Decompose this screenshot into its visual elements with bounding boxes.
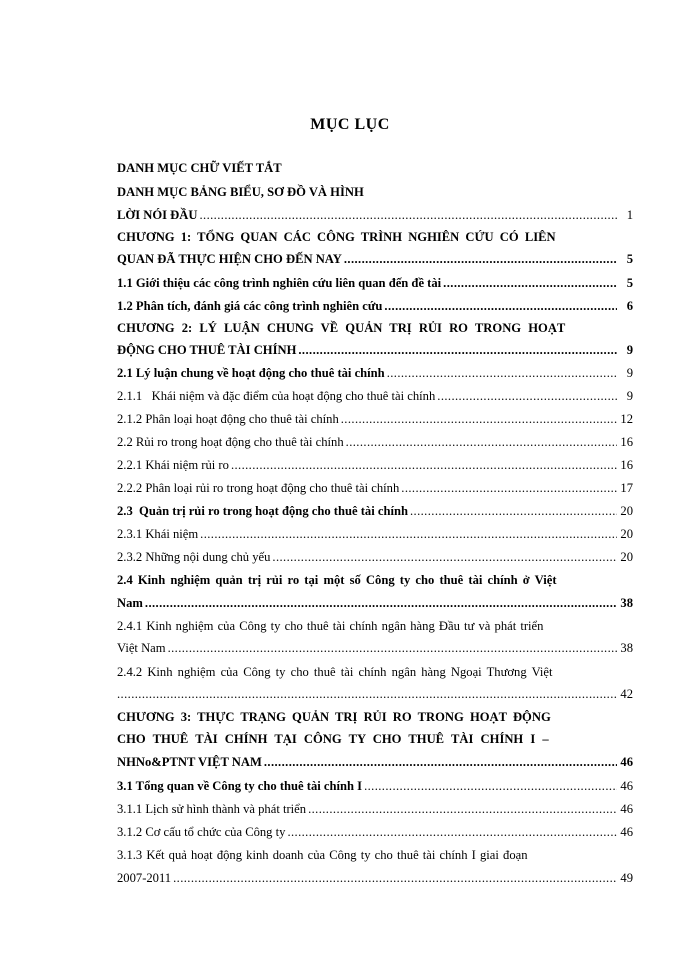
toc-page-number: 9: [626, 366, 633, 380]
toc-leader-dots: [341, 411, 617, 427]
toc-leader-dots: [200, 526, 617, 542]
toc-entry-chapter-3-line-2[interactable]: [117, 731, 633, 747]
toc-entry-2-4-1-line-2[interactable]: [117, 640, 633, 656]
toc-page-number: 38: [620, 641, 633, 655]
toc-entry-text: 3.1.2 Cơ cấu tổ chức của Công ty: [117, 825, 286, 839]
toc-entry-tables-figures[interactable]: [117, 184, 633, 200]
toc-leader-dots: [168, 640, 617, 656]
toc-page-number: 46: [620, 779, 633, 793]
toc-entry-text: 3.1.1 Lịch sử hình thành và phát triển: [117, 802, 307, 816]
toc-page-number: 38: [620, 596, 633, 610]
toc-leader-dots: [117, 686, 617, 702]
toc-entry-2-3-1[interactable]: [117, 526, 633, 542]
toc-leader-dots: [173, 870, 617, 886]
toc-entry-2-1-1[interactable]: [117, 388, 633, 404]
toc-entry-text: Nam: [117, 596, 143, 610]
toc-leader-dots: [401, 480, 617, 496]
toc-entry-1-1[interactable]: [117, 275, 633, 291]
toc-entry-text: Việt Nam: [117, 641, 166, 655]
toc-entry-text: 1.1 Giới thiệu các công trình nghiên cứu liên quan đến đề tài: [117, 276, 442, 290]
toc-entry-text: 2.3 Quản trị rủi ro trong hoạt động cho thuê tài chính: [117, 504, 408, 518]
toc-entry-2-2-1[interactable]: [117, 457, 633, 473]
toc-leader-dots: [308, 801, 617, 817]
toc-page-number: 20: [620, 550, 633, 564]
toc-page-number: 5: [626, 252, 633, 266]
toc-leader-dots: [387, 365, 617, 381]
toc-entry-text: NHNo&PTNT VIỆT NAM: [117, 755, 262, 769]
toc-entry-chapter-1-line-2[interactable]: [117, 251, 633, 267]
toc-leader-dots: [287, 824, 617, 840]
toc-leader-dots: [199, 207, 617, 223]
toc-entry-3-1-3-line-1[interactable]: [117, 847, 633, 863]
toc-entry-1-2[interactable]: [117, 298, 633, 314]
toc-entry-2-2-2[interactable]: [117, 480, 633, 496]
toc-entry-2-4-2-line-1[interactable]: [117, 664, 633, 680]
toc-page-number: 9: [626, 343, 633, 357]
toc-page-number: 46: [620, 802, 633, 816]
toc-entry-2-4-line-2[interactable]: [117, 595, 633, 611]
toc-entry-2-1[interactable]: [117, 365, 633, 381]
toc-entry-3-1-3-line-2[interactable]: [117, 870, 633, 886]
toc-page-number: 17: [620, 481, 633, 495]
toc-leader-dots: [364, 778, 617, 794]
toc-entry-chapter-2-line-2[interactable]: [117, 342, 633, 358]
toc-page-number: 20: [620, 504, 633, 518]
toc-entry-text: 1.2 Phân tích, đánh giá các công trình nghiên cứu: [117, 299, 383, 313]
toc-entry-2-2[interactable]: [117, 434, 633, 450]
toc-entry-text: 3.1.3 Kết quả hoạt động kinh doanh của Công ty cho thuê tài chính I giai đoạn: [117, 848, 528, 862]
toc-entry-2-3-2[interactable]: [117, 549, 633, 565]
toc-leader-dots: [443, 275, 617, 291]
toc-leader-dots: [272, 549, 617, 565]
toc-entry-text: ĐỘNG CHO THUÊ TÀI CHÍNH: [117, 343, 297, 357]
toc-entry-text: CHƯƠNG 1: TỔNG QUAN CÁC CÔNG TRÌNH NGHIÊN CỨU CÓ LIÊN: [117, 230, 556, 244]
toc-page-number: 9: [626, 389, 633, 403]
toc-entry-chapter-2-line-1[interactable]: [117, 320, 633, 336]
toc-entry-text: CHƯƠNG 2: LÝ LUẬN CHUNG VỀ QUẢN TRỊ RỦI RO TRONG HOẠT: [117, 321, 566, 335]
toc-entry-text: 2.4.1 Kinh nghiệm của Công ty cho thuê tài chính ngân hàng Đầu tư và phát triển: [117, 619, 544, 633]
toc-leader-dots: [264, 754, 617, 770]
toc-leader-dots: [437, 388, 617, 404]
toc-entry-text: 2.4 Kinh nghiệm quản trị rủi ro tại một số Công ty cho thuê tài chính ở Việt: [117, 573, 557, 587]
toc-entry-2-4-1-line-1[interactable]: [117, 618, 633, 634]
toc-page-number: 16: [620, 458, 633, 472]
toc-page-number: 12: [620, 412, 633, 426]
toc-page-number: 16: [620, 435, 633, 449]
toc-entry-3-1-2[interactable]: [117, 824, 633, 840]
toc-leader-dots: [344, 251, 617, 267]
toc-entry-text: QUAN ĐÃ THỰC HIỆN CHO ĐẾN NAY: [117, 252, 342, 266]
toc-entry-text: 2.1 Lý luận chung về hoạt động cho thuê tài chính: [117, 366, 385, 380]
toc-entry-3-1-1[interactable]: [117, 801, 633, 817]
toc-leader-dots: [231, 457, 617, 473]
toc-page-number: 42: [620, 687, 633, 701]
toc-entry-text: 2.3.1 Khái niệm: [117, 527, 199, 541]
toc-page-number: 5: [626, 276, 633, 290]
toc-leader-dots: [298, 342, 617, 358]
toc-entry-text: 2.4.2 Kinh nghiệm của Công ty cho thuê tài chính ngân hàng Ngoại Thương Việt: [117, 665, 553, 679]
toc-page-number: 46: [620, 825, 633, 839]
toc-entry-text: 2.2.1 Khái niệm rủi ro: [117, 458, 229, 472]
toc-page-number: 20: [620, 527, 633, 541]
toc-entry-text: 2.3.2 Những nội dung chủ yếu: [117, 550, 271, 564]
toc-entry-text: CHO THUÊ TÀI CHÍNH TẠI CÔNG TY CHO THUÊ TÀI CHÍNH I –: [117, 732, 549, 746]
toc-entry-2-4-2-line-2[interactable]: [117, 686, 633, 702]
toc-entry-text: LỜI NÓI ĐẦU: [117, 208, 198, 222]
toc-entry-text: 2.1.2 Phân loại hoạt động cho thuê tài chính: [117, 412, 339, 426]
toc-leader-dots: [410, 503, 617, 519]
toc-entry-text: 3.1 Tổng quan về Công ty cho thuê tài chính I: [117, 779, 363, 793]
toc-entry-text: 2.1.1 Khái niệm và đặc điểm của hoạt động cho thuê tài chính: [117, 389, 436, 403]
toc-entry-chapter-1-line-1[interactable]: [117, 229, 633, 245]
toc-leader-dots: [384, 298, 617, 314]
toc-page-number: 6: [626, 299, 633, 313]
toc-entry-2-4-line-1[interactable]: [117, 572, 633, 588]
toc-page-number: 49: [620, 871, 633, 885]
toc-entry-chapter-3-line-1[interactable]: [117, 709, 633, 725]
toc-leader-dots: [145, 595, 617, 611]
toc-entry-text: CHƯƠNG 3: THỰC TRẠNG QUẢN TRỊ RỦI RO TRONG HOẠT ĐỘNG: [117, 710, 551, 724]
toc-entry-text: 2007-2011: [117, 871, 172, 885]
toc-entry-text: DANH MỤC BẢNG BIỂU, SƠ ĐỒ VÀ HÌNH: [117, 185, 364, 199]
toc-page-number: 1: [626, 208, 633, 222]
toc-entry-text: 2.2 Rủi ro trong hoạt động cho thuê tài chính: [117, 435, 344, 449]
toc-entry-text: 2.2.2 Phân loại rủi ro trong hoạt động cho thuê tài chính: [117, 481, 400, 495]
toc-entry-chapter-3-line-3[interactable]: [117, 754, 633, 770]
toc-entry-3-1[interactable]: [117, 778, 633, 794]
toc-entry-2-3[interactable]: [117, 503, 633, 519]
toc-leader-dots: [346, 434, 617, 450]
toc-entry-2-1-2[interactable]: [117, 411, 633, 427]
toc-entry-abbreviations[interactable]: [117, 160, 633, 176]
page-title: MỤC LỤC: [310, 116, 390, 133]
toc-entry-preface[interactable]: [117, 207, 633, 223]
toc-page-number: 46: [620, 755, 633, 769]
toc-entry-text: DANH MỤC CHỮ VIẾT TẮT: [117, 161, 282, 175]
